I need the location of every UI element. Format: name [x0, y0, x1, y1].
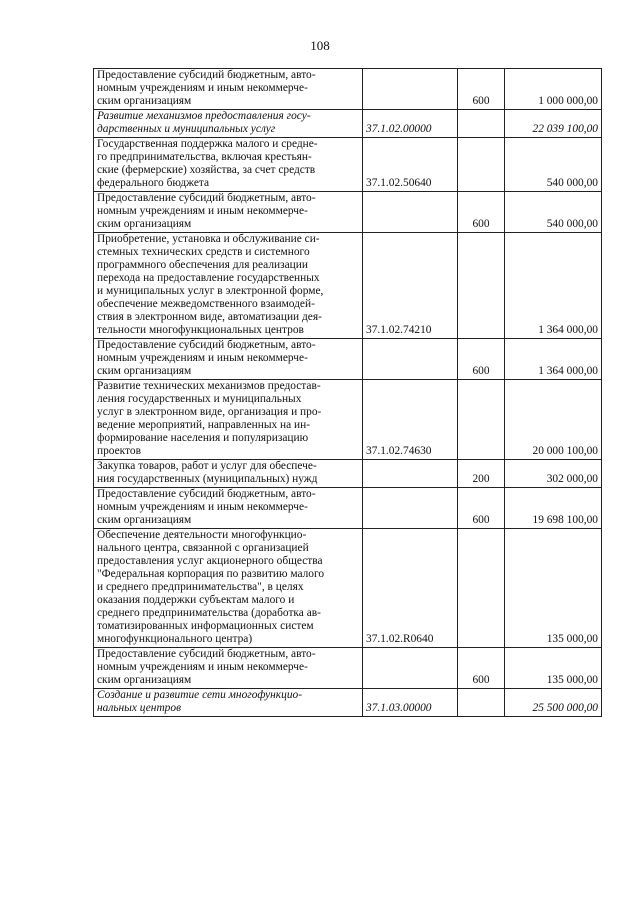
target-code-cell: 37.1.02.00000: [363, 110, 458, 138]
expense-type-cell: [458, 380, 505, 460]
expense-name-cell: [94, 648, 363, 689]
amount-cell: 302 000,00: [505, 460, 602, 488]
expense-name: Предоставление субсидий бюджетным, авто- номным учреждениям и иным некоммерче- ским организациям: [97, 488, 316, 526]
expense-type-cell: 600: [458, 339, 505, 380]
amount-cell: 540 000,00: [505, 138, 602, 192]
expense-name: Государственная поддержка малого и средне- го предпринимательства, включая крестьян- ские (фермерские) хозяйства, за счет средств федерального бюджета: [97, 138, 318, 189]
expense-type-cell: [458, 689, 505, 717]
expense-name-cell: [94, 529, 363, 648]
target-code-cell: 37.1.03.00000: [363, 689, 458, 717]
amount-cell: 19 698 100,00: [505, 488, 602, 529]
expense-type-cell: [458, 110, 505, 138]
table-row: [94, 233, 602, 339]
expense-name: Предоставление субсидий бюджетным, авто- номным учреждениям и иным некоммерче- ским организациям: [97, 69, 316, 107]
expense-type-cell: 600: [458, 192, 505, 233]
expense-name: Закупка товаров, работ и услуг для обеспече- ния государственных (муниципальных) нужд: [97, 460, 318, 485]
expense-name: Предоставление субсидий бюджетным, авто- номным учреждениям и иным некоммерче- ским организациям: [97, 339, 316, 377]
target-code-cell: 37.1.02.50640: [363, 138, 458, 192]
table-row: [94, 460, 602, 488]
amount-cell: 135 000,00: [505, 529, 602, 648]
expense-name: Приобретение, установка и обслуживание си- стемных технических средств и системного программного обеспечения для реализации перехода на предоставление государственных и муниципальных услуг в электронной форме, обеспечение межведомственного взаимодей- ствия в электронном виде, автоматизации дея- тельности многофункциональных центров: [97, 233, 324, 336]
expense-name-cell: [94, 110, 363, 138]
expense-name: Предоставление субсидий бюджетным, авто- номным учреждениям и иным некоммерче- ским организациям: [97, 192, 316, 230]
expense-type-cell: 600: [458, 69, 505, 110]
table-row: [94, 689, 602, 717]
table-row: [94, 648, 602, 689]
budget-table-body: [94, 69, 602, 717]
expense-type-cell: [458, 138, 505, 192]
expense-name-cell: [94, 488, 363, 529]
table-row: [94, 192, 602, 233]
table-row: [94, 488, 602, 529]
table-row: [94, 339, 602, 380]
expense-type-cell: [458, 233, 505, 339]
target-code-cell: [363, 648, 458, 689]
expense-name-cell: [94, 380, 363, 460]
expense-name-cell: [94, 689, 363, 717]
expense-name: Предоставление субсидий бюджетным, авто- номным учреждениям и иным некоммерче- ским организациям: [97, 648, 316, 686]
expense-name-cell: [94, 339, 363, 380]
table-row: [94, 529, 602, 648]
table-row: [94, 69, 602, 110]
page-number: 108: [310, 38, 330, 53]
table-row: [94, 380, 602, 460]
target-code-cell: [363, 192, 458, 233]
expense-type-cell: 600: [458, 648, 505, 689]
expense-name-cell: [94, 192, 363, 233]
target-code-cell: [363, 69, 458, 110]
expense-type-cell: [458, 529, 505, 648]
amount-cell: 1 364 000,00: [505, 233, 602, 339]
target-code-cell: 37.1.02.74210: [363, 233, 458, 339]
expense-name-cell: [94, 233, 363, 339]
expense-type-cell: 200: [458, 460, 505, 488]
target-code-cell: 37.1.02.R0640: [363, 529, 458, 648]
table-row: [94, 138, 602, 192]
table-row: [94, 110, 602, 138]
expense-name-cell: [94, 460, 363, 488]
expense-name-cell: [94, 138, 363, 192]
amount-cell: 22 039 100,00: [505, 110, 602, 138]
budget-table: [93, 68, 602, 717]
expense-name-cell: [94, 69, 363, 110]
target-code-cell: [363, 339, 458, 380]
target-code-cell: [363, 488, 458, 529]
amount-cell: 1 000 000,00: [505, 69, 602, 110]
target-code-cell: 37.1.02.74630: [363, 380, 458, 460]
expense-name: Обеспечение деятельности многофункцио- нального центра, связанной с организацией предоставления услуг акционерного общества "Федеральная корпорация по развитию малого и среднего предпринимательства", в целях оказания поддержки субъектам малого и среднего предпринимательства (доработка ав- томатизированных информационных систем многофункционального центра): [97, 529, 325, 645]
expense-type-cell: 600: [458, 488, 505, 529]
amount-cell: 540 000,00: [505, 192, 602, 233]
expense-name: Создание и развитие сети многофункцио- нальных центров: [97, 689, 303, 714]
target-code-cell: [363, 460, 458, 488]
amount-cell: 25 500 000,00: [505, 689, 602, 717]
amount-cell: 1 364 000,00: [505, 339, 602, 380]
amount-cell: 20 000 100,00: [505, 380, 602, 460]
amount-cell: 135 000,00: [505, 648, 602, 689]
expense-name: Развитие технических механизмов предостав- ления государственных и муниципальных услуг в электронном виде, организация и про- ведение мероприятий, направленных на ин- формирование населения и популяризацию проектов: [97, 380, 322, 457]
expense-name: Развитие механизмов предоставления госу- дарственных и муниципальных услуг: [97, 110, 311, 135]
